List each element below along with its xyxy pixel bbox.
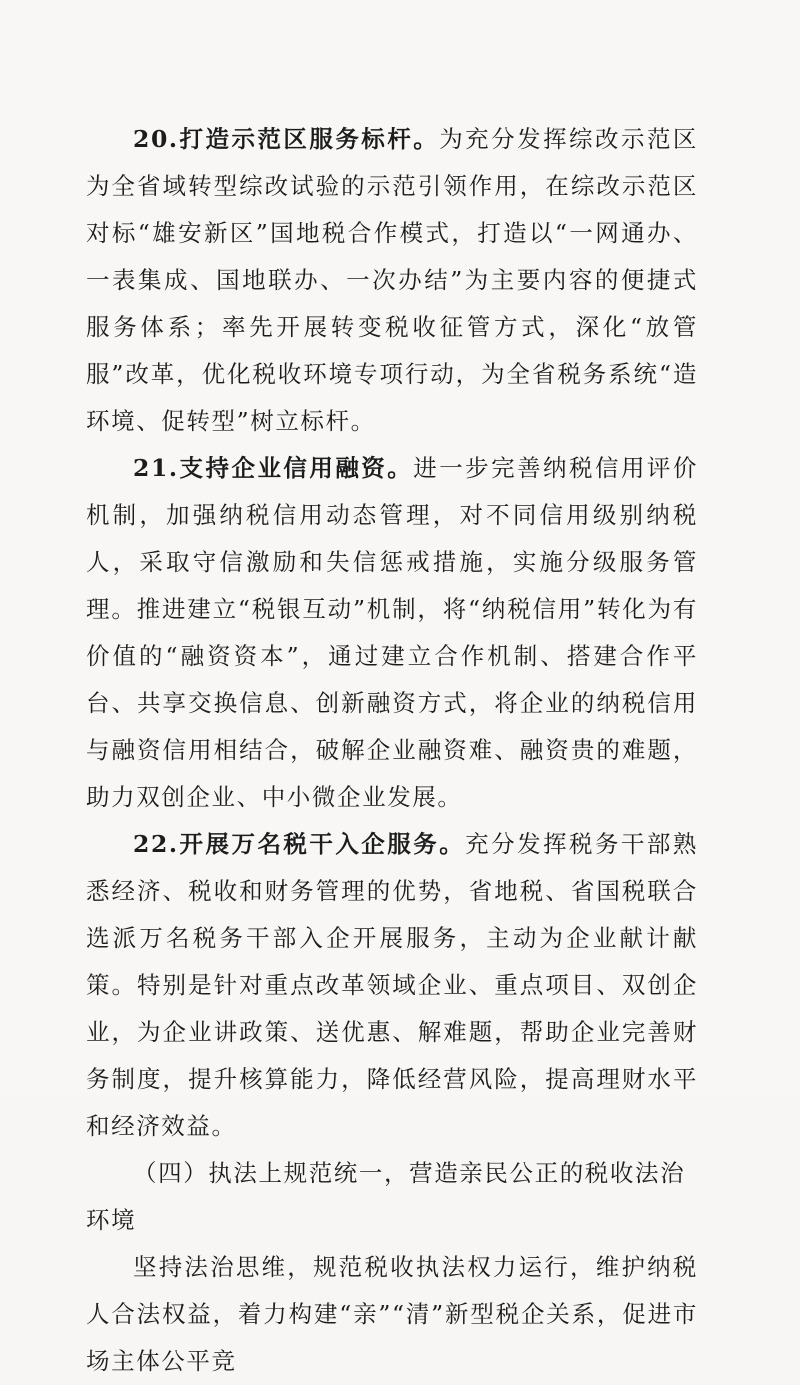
paragraph-20-text: 为充分发挥综改示范区为全省域转型综改试验的示范引领作用，在综改示范区对标“雄安新区”国地税合作模式，打造以“一网通办、一表集成、国地联办、一次办结”为主要内容的便捷式服务体系；率先开展转变税收征管方式，深化“放管服”改革，优化税收环境专项行动，为全省税务系统“造环境、促转型”树立标杆。 <box>86 125 699 435</box>
paragraph-21-text: 进一步完善纳税信用评价机制，加强纳税信用动态管理，对不同信用级别纳税人，采取守信激励和失信惩戒措施，实施分级服务管理。推进建立“税银互动”机制，将“纳税信用”转化为有价值的“融资资本”，通过建立合作机制、搭建合作平台、共享交换信息、创新融资方式，将企业的纳税信用与融资信用相结合，破解企业融资难、融资贵的难题，助力双创企业、中小微企业发展。 <box>86 454 698 811</box>
paragraph-21-heading: 21.支持企业信用融资。 <box>133 454 414 482</box>
section-heading: （四）执法上规范统一，营造亲民公正的税收法治环境 <box>86 1159 686 1234</box>
paragraph-20-heading: 20.打造示范区服务标杆。 <box>133 125 440 153</box>
document-body <box>86 116 698 1385</box>
paragraph-22-text: 充分发挥税务干部熟悉经济、税收和财务管理的优势，省地税、省国税联合选派万名税务干部入企开展服务，主动为企业献计献策。特别是针对重点改革领域企业、重点项目、双创企业，为企业讲政策、送优惠、解难题，帮助企业完善财务制度，提升核算能力，降低经营风险，提高理财水平和经济效益。 <box>86 830 698 1140</box>
paragraph-22-heading: 22.开展万名税干入企服务。 <box>133 830 466 858</box>
paragraph-21 <box>86 445 698 821</box>
final-paragraph: 坚持法治思维，规范税收执法权力运行，维护纳税人合法权益，着力构建“亲”“清”新型税企关系，促进市场主体公平竞 <box>86 1253 698 1375</box>
paragraph-22 <box>86 821 698 1150</box>
paragraph-20 <box>86 116 698 445</box>
